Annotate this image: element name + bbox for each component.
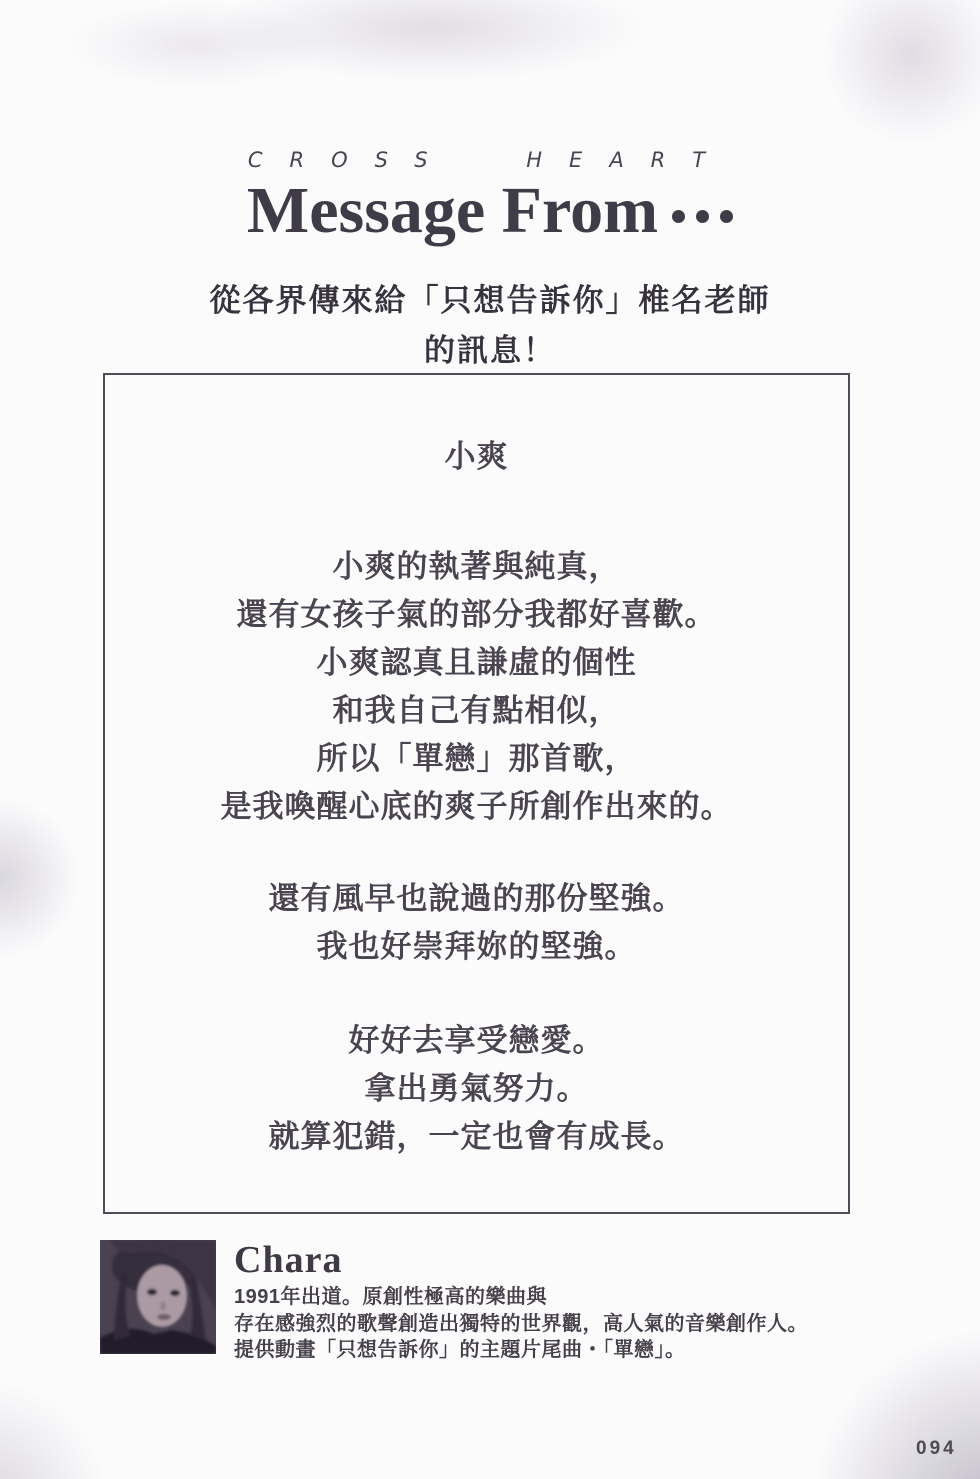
- dot-icon: [696, 210, 709, 223]
- subtitle: [0, 276, 980, 376]
- message-paragraph-2: [105, 875, 848, 971]
- profile-photo: [100, 1240, 216, 1354]
- message-line: 好好去享受戀愛。: [348, 1023, 605, 1058]
- page-title-text: Message From: [246, 174, 659, 247]
- dot-icon: [720, 210, 733, 223]
- portrait-image: [100, 1240, 216, 1354]
- ellipsis-dots-icon: [672, 210, 733, 223]
- dot-icon: [672, 210, 685, 223]
- page-title: [0, 172, 980, 250]
- message-box: [103, 373, 850, 1214]
- message-line: 還有女孩子氣的部分我都好喜歡。: [236, 597, 717, 632]
- message-paragraph-1: [105, 543, 848, 831]
- message-line: 和我自己有點相似，: [332, 693, 621, 728]
- message-paragraph-3: [105, 1017, 848, 1161]
- message-line: 小爽的執著與純真，: [332, 549, 621, 584]
- message-line: 就算犯錯，一定也會有成長。: [268, 1119, 685, 1154]
- profile-bio-line-3: 提供動畫「只想告訴你」的主題片尾曲・「單戀」。: [234, 1339, 686, 1361]
- message-line: 是我喚醒心底的爽子所創作出來的。: [220, 789, 733, 824]
- profile-bio-line-2: 存在感強烈的歌聲創造出獨特的世界觀，高人氣的音樂創作人。: [234, 1312, 808, 1335]
- profile-bio-line-1: 1991年出道。原創性極高的樂曲與: [234, 1286, 547, 1308]
- message-line: 還有風早也說過的那份堅強。: [268, 881, 685, 916]
- page-number: 094: [916, 1438, 957, 1459]
- message-line: 所以「單戀」那首歌，: [316, 741, 637, 776]
- message-salutation: 小爽: [444, 439, 509, 474]
- message-line: 我也好崇拜妳的堅強。: [316, 929, 637, 964]
- message-line: 小爽認真且謙虛的個性: [316, 645, 637, 680]
- profile-bio: [234, 1284, 894, 1364]
- subtitle-line-2: 的訊息！: [424, 333, 556, 368]
- profile-name: Chara: [234, 1239, 343, 1281]
- kicker-text: CROSS HEART: [247, 148, 733, 172]
- message-line: 拿出勇氣努力。: [364, 1071, 589, 1106]
- subtitle-line-1: 從各界傳來給「只想告訴你」椎名老師: [209, 283, 771, 318]
